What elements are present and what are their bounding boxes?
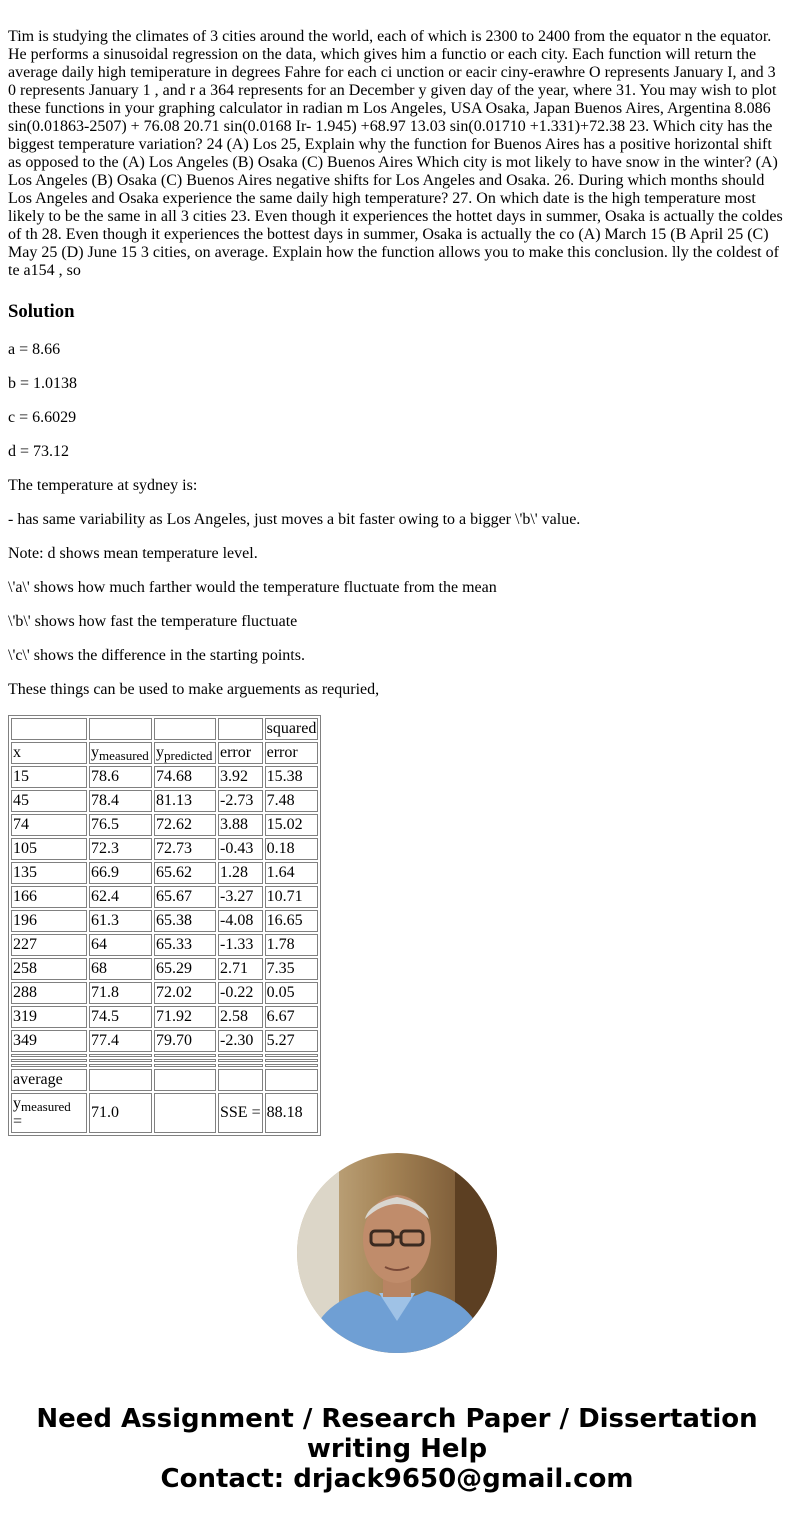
table-cell: 81.13 xyxy=(154,790,216,812)
table-cell: 6.67 xyxy=(265,1006,319,1028)
table-cell: 78.4 xyxy=(89,790,152,812)
solution-paragraph: \'c\' shows the difference in the starting points. xyxy=(8,647,305,664)
table-cell: 2.58 xyxy=(218,1006,263,1028)
table-row xyxy=(11,958,318,980)
table-row xyxy=(11,910,318,932)
table-cell: 5.27 xyxy=(265,1030,319,1052)
table-cell: 72.02 xyxy=(154,982,216,1004)
mean-value: 71.0 xyxy=(89,1093,152,1133)
table-cell: -4.08 xyxy=(218,910,263,932)
footer-line-contact: Contact: drjack9650@gmail.com xyxy=(160,1464,634,1494)
solution-paragraph: a = 8.66 xyxy=(8,341,61,358)
table-row xyxy=(11,814,318,836)
table-cell: 79.70 xyxy=(154,1030,216,1052)
table-cell: 166 xyxy=(11,886,87,908)
mean-label: $y_{measured}$ = xyxy=(11,1093,87,1133)
table-cell: -1.33 xyxy=(218,934,263,956)
solution-paragraph: b = 1.0138 xyxy=(8,375,78,392)
table-cell: 319 xyxy=(11,1006,87,1028)
table-separator-cell xyxy=(89,1064,152,1067)
table-summary-row xyxy=(11,1093,318,1133)
table-cell: -2.73 xyxy=(218,790,263,812)
table-cell: 1.64 xyxy=(265,862,319,884)
solution-paragraph: These things can be used to make arguements as requried, xyxy=(8,681,380,698)
table-cell: 65.67 xyxy=(154,886,216,908)
table-cell: 74.5 xyxy=(89,1006,152,1028)
table-row xyxy=(11,886,318,908)
header-y-measured: $y_{measured}$ xyxy=(89,742,152,764)
table-row xyxy=(11,838,318,860)
table-row xyxy=(11,862,318,884)
footer-banner xyxy=(0,1404,794,1494)
table-separator-cell xyxy=(265,1064,319,1067)
sse-value: 88.18 xyxy=(265,1093,319,1133)
table-cell: -3.27 xyxy=(218,886,263,908)
solution-paragraph: \'a\' shows how much farther would the temperature fluctuate from the mean xyxy=(8,579,497,596)
table-cell: 65.38 xyxy=(154,910,216,932)
table-cell: 72.73 xyxy=(154,838,216,860)
table-cell: -0.22 xyxy=(218,982,263,1004)
table-row xyxy=(11,766,318,788)
solution-paragraph: - has same variability as Los Angeles, just moves a bit faster owing to a bigger \'b\' value. xyxy=(8,511,581,528)
table-cell: 288 xyxy=(11,982,87,1004)
table-separator-cell xyxy=(89,1059,152,1062)
table-row xyxy=(11,1006,318,1028)
footer-line-help: Need Assignment / Research Paper / Dissertation writing Help xyxy=(36,1404,758,1464)
table-cell: 227 xyxy=(11,934,87,956)
table-cell: 65.62 xyxy=(154,862,216,884)
table-separator-cell xyxy=(89,1054,152,1057)
solution-paragraph: d = 73.12 xyxy=(8,443,70,460)
table-cell xyxy=(154,718,216,740)
solution-title: Solution xyxy=(8,301,75,322)
table-separator-row xyxy=(11,1064,318,1067)
table-cell: 3.88 xyxy=(218,814,263,836)
table-header-row-top xyxy=(11,718,318,740)
table-row xyxy=(11,1030,318,1052)
table-separator-cell xyxy=(11,1054,87,1057)
table-header-row xyxy=(11,742,318,764)
table-cell: 7.48 xyxy=(265,790,319,812)
table-cell: squared xyxy=(265,718,319,740)
table-separator-cell xyxy=(154,1059,216,1062)
table-cell: 72.62 xyxy=(154,814,216,836)
solution-paragraph: The temperature at sydney is: xyxy=(8,477,198,494)
table-separator-cell xyxy=(11,1059,87,1062)
table-cell: 105 xyxy=(11,838,87,860)
table-cell: 135 xyxy=(11,862,87,884)
table-cell: -2.30 xyxy=(218,1030,263,1052)
solution-paragraph: \'b\' shows how fast the temperature fluctuate xyxy=(8,613,298,630)
table-cell xyxy=(11,718,87,740)
table-cell xyxy=(265,1069,319,1091)
table-cell: 16.65 xyxy=(265,910,319,932)
table-row xyxy=(11,934,318,956)
header-x: x xyxy=(11,742,87,764)
table-cell xyxy=(154,1093,216,1133)
author-avatar xyxy=(297,1153,497,1353)
table-cell: 15.38 xyxy=(265,766,319,788)
regression-table xyxy=(8,715,321,1136)
table-cell: 10.71 xyxy=(265,886,319,908)
table-cell: 74.68 xyxy=(154,766,216,788)
table-cell: 3.92 xyxy=(218,766,263,788)
author-photo-icon xyxy=(297,1153,497,1353)
table-separator-cell xyxy=(218,1059,263,1062)
table-cell: 15.02 xyxy=(265,814,319,836)
table-cell: 74 xyxy=(11,814,87,836)
table-cell: 78.6 xyxy=(89,766,152,788)
table-cell: 0.18 xyxy=(265,838,319,860)
solution-paragraph: Note: d shows mean temperature level. xyxy=(8,545,258,562)
table-cell xyxy=(218,1069,263,1091)
table-cell: 71.92 xyxy=(154,1006,216,1028)
solution-body xyxy=(8,341,786,699)
header-y-predicted: $y_{predicted}$ xyxy=(154,742,216,764)
table-cell xyxy=(154,1069,216,1091)
page-content xyxy=(8,28,786,1136)
table-cell xyxy=(218,718,263,740)
table-row xyxy=(11,790,318,812)
table-cell xyxy=(89,718,152,740)
table-cell: 62.4 xyxy=(89,886,152,908)
table-cell: 61.3 xyxy=(89,910,152,932)
table-cell: 68 xyxy=(89,958,152,980)
table-separator-cell xyxy=(265,1059,319,1062)
table-average-row xyxy=(11,1069,318,1091)
table-cell: 2.71 xyxy=(218,958,263,980)
table-cell: 349 xyxy=(11,1030,87,1052)
table-cell: 77.4 xyxy=(89,1030,152,1052)
table-cell: -0.43 xyxy=(218,838,263,860)
table-cell: 66.9 xyxy=(89,862,152,884)
question-text: Tim is studying the climates of 3 cities around the world, each of which is 2300 to 2400 from the equator n the equator. He performs a sinusoidal regression on the data, which gives him a functio or each city. Each function will return the average daily high temiperature in degrees Fahre for each ci unction or eacir ciny-erawhre O represents January I, and 3 0 represents January 1 , and r a 364 represents for an December y given day of the year, where 31. You may wish to plot these functions in your graphing calculator in radian m Los Angeles, USA Osaka, Japan Buenos Aires, Argentina 8.086 sin(0.01863-2507) + 76.08 20.71 sin(0.0168 Ir- 1.945) +68.97 13.03 sin(0.01710 +1.331)+72.38 23. Which city has the biggest temperature variation? 24 (A) Los 25, Explain why the function for Buenos Aires has a positive horizontal shift as opposed to the (A) Los Angeles (B) Osaka (C) Buenos Aires Which city is mot likely to have snow in the winter? (A) Los Angeles (B) Osaka (C) Buenos Aires negative shifts for Los Angeles and Osaka. 26. During which months should Los Angeles and Osaka experience the same daily high temperature? 27. On which date is the high temperature most likely to be the same in all 3 cities 23. Even though it experiences the hottet days in summer, Osaka is actually the coldes of th 28. Even though it experiences the bottest days in summer, Osaka is actually the co (A) March 15 (B April 25 (C) May 25 (D) June 15 3 cities, on average. Explain how the function allows you to make this conclusion. lly the coldest of te a154 , so xyxy=(8,28,783,279)
table-separator-cell xyxy=(265,1054,319,1057)
header-squared-error: error xyxy=(265,742,319,764)
table-cell: 0.05 xyxy=(265,982,319,1004)
sse-label: SSE = xyxy=(218,1093,263,1133)
table-cell: 64 xyxy=(89,934,152,956)
solution-paragraph: c = 6.6029 xyxy=(8,409,77,426)
table-cell: 258 xyxy=(11,958,87,980)
table-cell: 65.33 xyxy=(154,934,216,956)
table-cell: 196 xyxy=(11,910,87,932)
table-cell: 45 xyxy=(11,790,87,812)
table-cell: 72.3 xyxy=(89,838,152,860)
table-cell: 1.28 xyxy=(218,862,263,884)
table-cell: 76.5 xyxy=(89,814,152,836)
table-cell: 71.8 xyxy=(89,982,152,1004)
table-separator-cell xyxy=(11,1064,87,1067)
table-cell: 15 xyxy=(11,766,87,788)
table-separator-cell xyxy=(218,1064,263,1067)
table-row xyxy=(11,982,318,1004)
table-cell: 1.78 xyxy=(265,934,319,956)
table-separator-row xyxy=(11,1054,318,1057)
table-cell: 65.29 xyxy=(154,958,216,980)
table-separator-row xyxy=(11,1059,318,1062)
table-separator-cell xyxy=(218,1054,263,1057)
table-separator-cell xyxy=(154,1064,216,1067)
header-error: error xyxy=(218,742,263,764)
table-cell xyxy=(89,1069,152,1091)
table-cell: 7.35 xyxy=(265,958,319,980)
table-separator-cell xyxy=(154,1054,216,1057)
average-label: average xyxy=(11,1069,87,1091)
